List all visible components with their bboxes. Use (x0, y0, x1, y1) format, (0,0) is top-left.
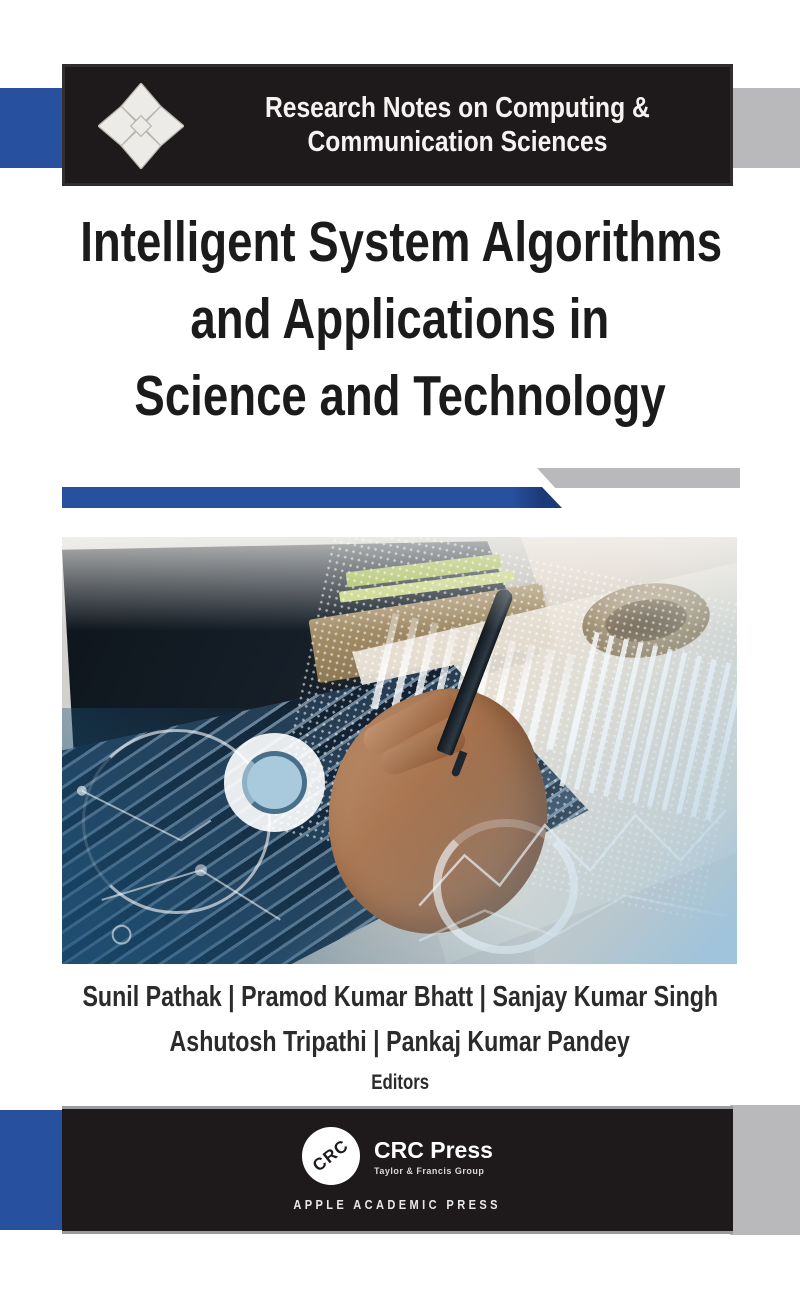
crc-monogram-icon (302, 1127, 360, 1185)
book-title-line2: and Applications in (190, 287, 610, 351)
editors-line2: Ashutosh Tripathi | Pankaj Kumar Pandey (169, 1026, 631, 1058)
crc-monogram-text: CRC (309, 1135, 353, 1176)
blue-ribbon-navy-tip (62, 487, 562, 508)
editors-line1: Sunil Pathak | Pramod Kumar Bhatt | Sanjay Kumar Singh (82, 981, 718, 1013)
bottom-left-blue-band (0, 1110, 66, 1230)
crc-press-text (374, 1137, 493, 1176)
editors-label: Editors (371, 1071, 429, 1094)
top-right-gray-band (731, 88, 800, 168)
series-diamond-logo-icon (98, 83, 184, 169)
blue-ribbon (62, 487, 562, 508)
cover-photo (62, 537, 737, 964)
book-title-line1: Intelligent System Algorithms (80, 210, 723, 274)
series-title-line2: Communication Sciences (307, 126, 608, 158)
crc-press-logo (62, 1127, 733, 1185)
imprint-name: APPLE ACADEMIC PRESS (293, 1197, 502, 1212)
publisher-banner (62, 1106, 733, 1234)
series-banner (62, 64, 733, 186)
series-title-line1: Research Notes on Computing & (265, 92, 650, 124)
book-title (0, 204, 800, 435)
photo-top-haze (62, 537, 737, 964)
publisher-name: CRC Press (374, 1136, 493, 1163)
editors-block (0, 975, 800, 1098)
top-left-blue-band (0, 88, 66, 168)
series-title (195, 67, 720, 183)
gray-ribbon (537, 468, 740, 488)
publisher-group: Taylor & Francis Group (374, 1165, 485, 1176)
bottom-right-gray-band (730, 1105, 800, 1235)
book-title-line3: Science and Technology (134, 364, 666, 428)
